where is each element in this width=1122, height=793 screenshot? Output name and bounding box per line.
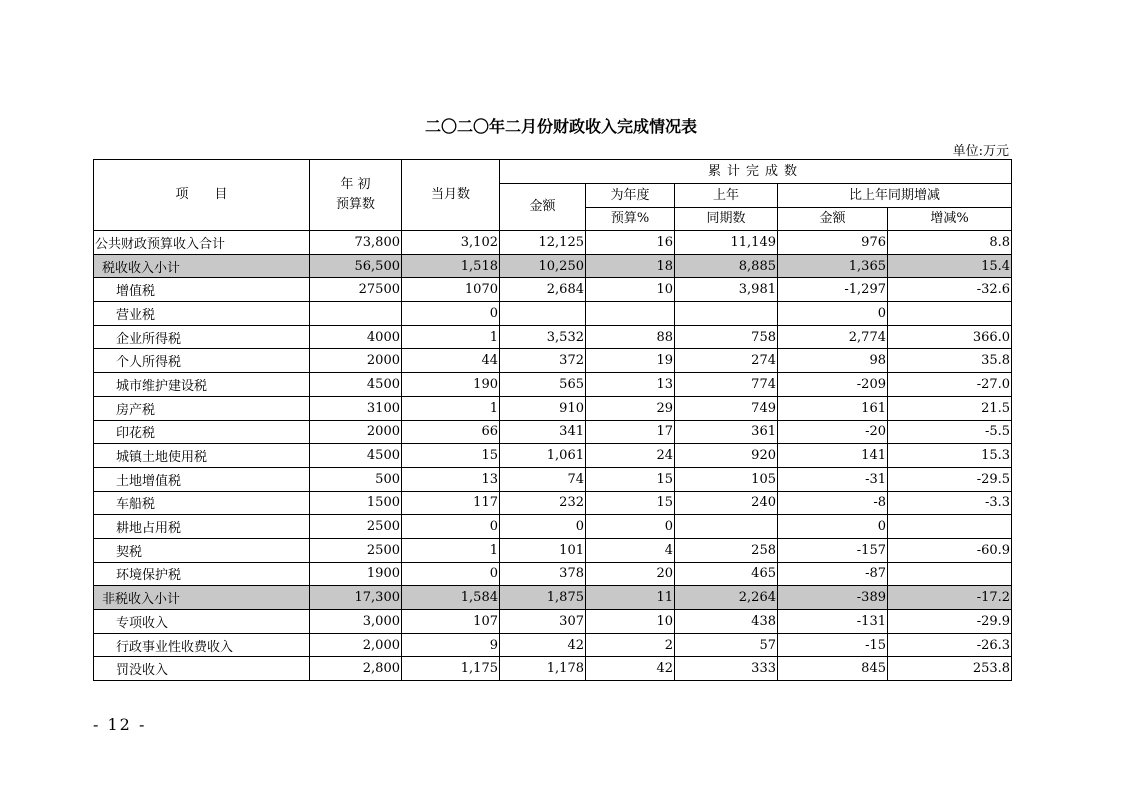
cell-month: 9 [402, 633, 500, 657]
header-prev-line2: 同期数 [675, 208, 778, 231]
cell-month: 1 [402, 325, 500, 349]
cell-change: 98 [778, 349, 888, 373]
cell-pct: 16 [586, 231, 675, 255]
cell-month: 0 [402, 302, 500, 326]
header-amount: 金额 [500, 184, 586, 231]
table-row [94, 325, 1012, 349]
row-name: 罚没收入 [94, 657, 310, 681]
cell-budget: 2000 [310, 349, 402, 373]
header-prev-line1: 上年 [675, 184, 778, 208]
cell-prev: 774 [675, 373, 778, 397]
cell-budget: 1900 [310, 562, 402, 586]
cell-change-pct [888, 302, 1012, 326]
cell-change-pct [888, 562, 1012, 586]
row-name: 耕地占用税 [94, 515, 310, 539]
cell-month: 13 [402, 467, 500, 491]
cell-amount: 0 [500, 515, 586, 539]
cell-month: 3,102 [402, 231, 500, 255]
cell-amount: 74 [500, 467, 586, 491]
cell-month: 15 [402, 444, 500, 468]
cell-budget [310, 302, 402, 326]
cell-amount: 232 [500, 491, 586, 515]
cell-pct: 24 [586, 444, 675, 468]
cell-change-pct: 8.8 [888, 231, 1012, 255]
table-row [94, 633, 1012, 657]
row-name: 营业税 [94, 302, 310, 326]
cell-prev [675, 515, 778, 539]
cell-budget: 4000 [310, 325, 402, 349]
table-row [94, 467, 1012, 491]
cell-amount: 1,061 [500, 444, 586, 468]
cell-month: 190 [402, 373, 500, 397]
row-name: 环境保护税 [94, 562, 310, 586]
row-name: 增值税 [94, 278, 310, 302]
cell-change: -15 [778, 633, 888, 657]
row-name: 税收收入小计 [94, 254, 310, 278]
row-name: 公共财政预算收入合计 [94, 231, 310, 255]
cell-change: -31 [778, 467, 888, 491]
cell-pct: 20 [586, 562, 675, 586]
cell-month: 117 [402, 491, 500, 515]
cell-month: 44 [402, 349, 500, 373]
row-name: 印花税 [94, 420, 310, 444]
row-name: 房产税 [94, 396, 310, 420]
header-month: 当月数 [402, 160, 500, 231]
cell-amount: 341 [500, 420, 586, 444]
cell-budget: 2,800 [310, 657, 402, 681]
cell-budget: 56,500 [310, 254, 402, 278]
cell-change-pct: 15.3 [888, 444, 1012, 468]
cell-amount: 307 [500, 610, 586, 634]
cell-budget: 3,000 [310, 610, 402, 634]
cell-month: 1 [402, 396, 500, 420]
cell-amount: 910 [500, 396, 586, 420]
cell-prev: 361 [675, 420, 778, 444]
table-row [94, 538, 1012, 562]
cell-budget: 4500 [310, 373, 402, 397]
cell-prev: 105 [675, 467, 778, 491]
cell-month: 107 [402, 610, 500, 634]
header-change-pct: 增减% [888, 208, 1012, 231]
cell-month: 1,584 [402, 586, 500, 610]
cell-pct: 4 [586, 538, 675, 562]
cell-change-pct: 35.8 [888, 349, 1012, 373]
row-name: 专项收入 [94, 610, 310, 634]
cell-change-pct: -26.3 [888, 633, 1012, 657]
cell-change: 1,365 [778, 254, 888, 278]
cell-prev: 3,981 [675, 278, 778, 302]
cell-budget: 2000 [310, 420, 402, 444]
cell-prev: 438 [675, 610, 778, 634]
cell-budget: 500 [310, 467, 402, 491]
page-title: 二〇二〇年二月份财政收入完成情况表 [424, 117, 697, 136]
page-number: - 12 - [93, 715, 147, 734]
cell-change-pct: -29.5 [888, 467, 1012, 491]
cell-change: -157 [778, 538, 888, 562]
cell-change-pct: -27.0 [888, 373, 1012, 397]
cell-change-pct: -3.3 [888, 491, 1012, 515]
cell-amount: 42 [500, 633, 586, 657]
cell-amount: 10,250 [500, 254, 586, 278]
cell-month: 66 [402, 420, 500, 444]
table-row [94, 349, 1012, 373]
cell-change-pct: -29.9 [888, 610, 1012, 634]
header-change: 比上年同期增减 [778, 184, 1012, 208]
revenue-table [93, 159, 1012, 681]
cell-prev: 920 [675, 444, 778, 468]
unit-label: 单位:万元 [952, 144, 1009, 159]
cell-budget: 3100 [310, 396, 402, 420]
cell-change: 845 [778, 657, 888, 681]
cell-budget: 1500 [310, 491, 402, 515]
cell-change-pct: -5.5 [888, 420, 1012, 444]
cell-change: -87 [778, 562, 888, 586]
cell-prev: 11,149 [675, 231, 778, 255]
cell-amount: 101 [500, 538, 586, 562]
cell-change: -389 [778, 586, 888, 610]
row-name: 车船税 [94, 491, 310, 515]
cell-prev: 240 [675, 491, 778, 515]
cell-budget: 2500 [310, 515, 402, 539]
cell-change: 976 [778, 231, 888, 255]
header-item: 项 目 [94, 160, 310, 231]
cell-prev [675, 302, 778, 326]
cell-change-pct [888, 515, 1012, 539]
cell-month: 1 [402, 538, 500, 562]
cell-amount: 378 [500, 562, 586, 586]
cell-prev: 758 [675, 325, 778, 349]
table-row [94, 586, 1012, 610]
cell-pct: 15 [586, 491, 675, 515]
cell-prev: 333 [675, 657, 778, 681]
cell-pct [586, 302, 675, 326]
row-name: 行政事业性收费收入 [94, 633, 310, 657]
table-row [94, 562, 1012, 586]
cell-prev: 274 [675, 349, 778, 373]
cell-amount: 372 [500, 349, 586, 373]
header-budget-line1: 年 初 [340, 177, 371, 192]
table-row [94, 657, 1012, 681]
cell-pct: 42 [586, 657, 675, 681]
cell-change-pct: 366.0 [888, 325, 1012, 349]
cell-change-pct: 15.4 [888, 254, 1012, 278]
header-cumulative: 累计完成数 [500, 160, 1012, 184]
cell-pct: 2 [586, 633, 675, 657]
cell-change: -8 [778, 491, 888, 515]
cell-prev: 258 [675, 538, 778, 562]
cell-pct: 19 [586, 349, 675, 373]
cell-prev: 57 [675, 633, 778, 657]
cell-pct: 10 [586, 610, 675, 634]
cell-budget: 2500 [310, 538, 402, 562]
header-budget [310, 160, 402, 231]
cell-change: 0 [778, 302, 888, 326]
cell-budget: 73,800 [310, 231, 402, 255]
cell-amount: 12,125 [500, 231, 586, 255]
table-row [94, 302, 1012, 326]
cell-prev: 2,264 [675, 586, 778, 610]
cell-change: -209 [778, 373, 888, 397]
table-row [94, 254, 1012, 278]
cell-amount [500, 302, 586, 326]
cell-amount: 1,875 [500, 586, 586, 610]
cell-change: -20 [778, 420, 888, 444]
cell-month: 1,518 [402, 254, 500, 278]
table-row [94, 278, 1012, 302]
cell-change-pct: 21.5 [888, 396, 1012, 420]
cell-prev: 749 [675, 396, 778, 420]
cell-change: 141 [778, 444, 888, 468]
table-row [94, 420, 1012, 444]
cell-amount: 2,684 [500, 278, 586, 302]
cell-pct: 10 [586, 278, 675, 302]
cell-pct: 11 [586, 586, 675, 610]
cell-pct: 88 [586, 325, 675, 349]
cell-prev: 8,885 [675, 254, 778, 278]
cell-pct: 15 [586, 467, 675, 491]
table-row [94, 231, 1012, 255]
cell-pct: 0 [586, 515, 675, 539]
cell-pct: 13 [586, 373, 675, 397]
row-name: 企业所得税 [94, 325, 310, 349]
cell-month: 0 [402, 562, 500, 586]
cell-change: 0 [778, 515, 888, 539]
cell-change: 2,774 [778, 325, 888, 349]
cell-prev: 465 [675, 562, 778, 586]
table-row [94, 610, 1012, 634]
cell-month: 1070 [402, 278, 500, 302]
cell-pct: 17 [586, 420, 675, 444]
header-pct-line2: 预算% [586, 208, 675, 231]
row-name: 契税 [94, 538, 310, 562]
cell-change: -131 [778, 610, 888, 634]
cell-pct: 29 [586, 396, 675, 420]
row-name: 城镇土地使用税 [94, 444, 310, 468]
cell-budget: 4500 [310, 444, 402, 468]
header-pct-line1: 为年度 [586, 184, 675, 208]
header-budget-line2: 预算数 [335, 197, 375, 212]
table-row [94, 373, 1012, 397]
cell-month: 0 [402, 515, 500, 539]
table-row [94, 444, 1012, 468]
cell-change-pct: -60.9 [888, 538, 1012, 562]
cell-change: -1,297 [778, 278, 888, 302]
table-row [94, 515, 1012, 539]
cell-budget: 2,000 [310, 633, 402, 657]
row-name: 城市维护建设税 [94, 373, 310, 397]
cell-change-pct: 253.8 [888, 657, 1012, 681]
cell-month: 1,175 [402, 657, 500, 681]
cell-amount: 3,532 [500, 325, 586, 349]
row-name: 非税收入小计 [94, 586, 310, 610]
cell-amount: 565 [500, 373, 586, 397]
row-name: 个人所得税 [94, 349, 310, 373]
cell-amount: 1,178 [500, 657, 586, 681]
cell-change-pct: -17.2 [888, 586, 1012, 610]
table-row [94, 396, 1012, 420]
cell-pct: 18 [586, 254, 675, 278]
cell-budget: 27500 [310, 278, 402, 302]
table-row [94, 491, 1012, 515]
row-name: 土地增值税 [94, 467, 310, 491]
header-change-amount: 金额 [778, 208, 888, 231]
cell-budget: 17,300 [310, 586, 402, 610]
cell-change-pct: -32.6 [888, 278, 1012, 302]
cell-change: 161 [778, 396, 888, 420]
